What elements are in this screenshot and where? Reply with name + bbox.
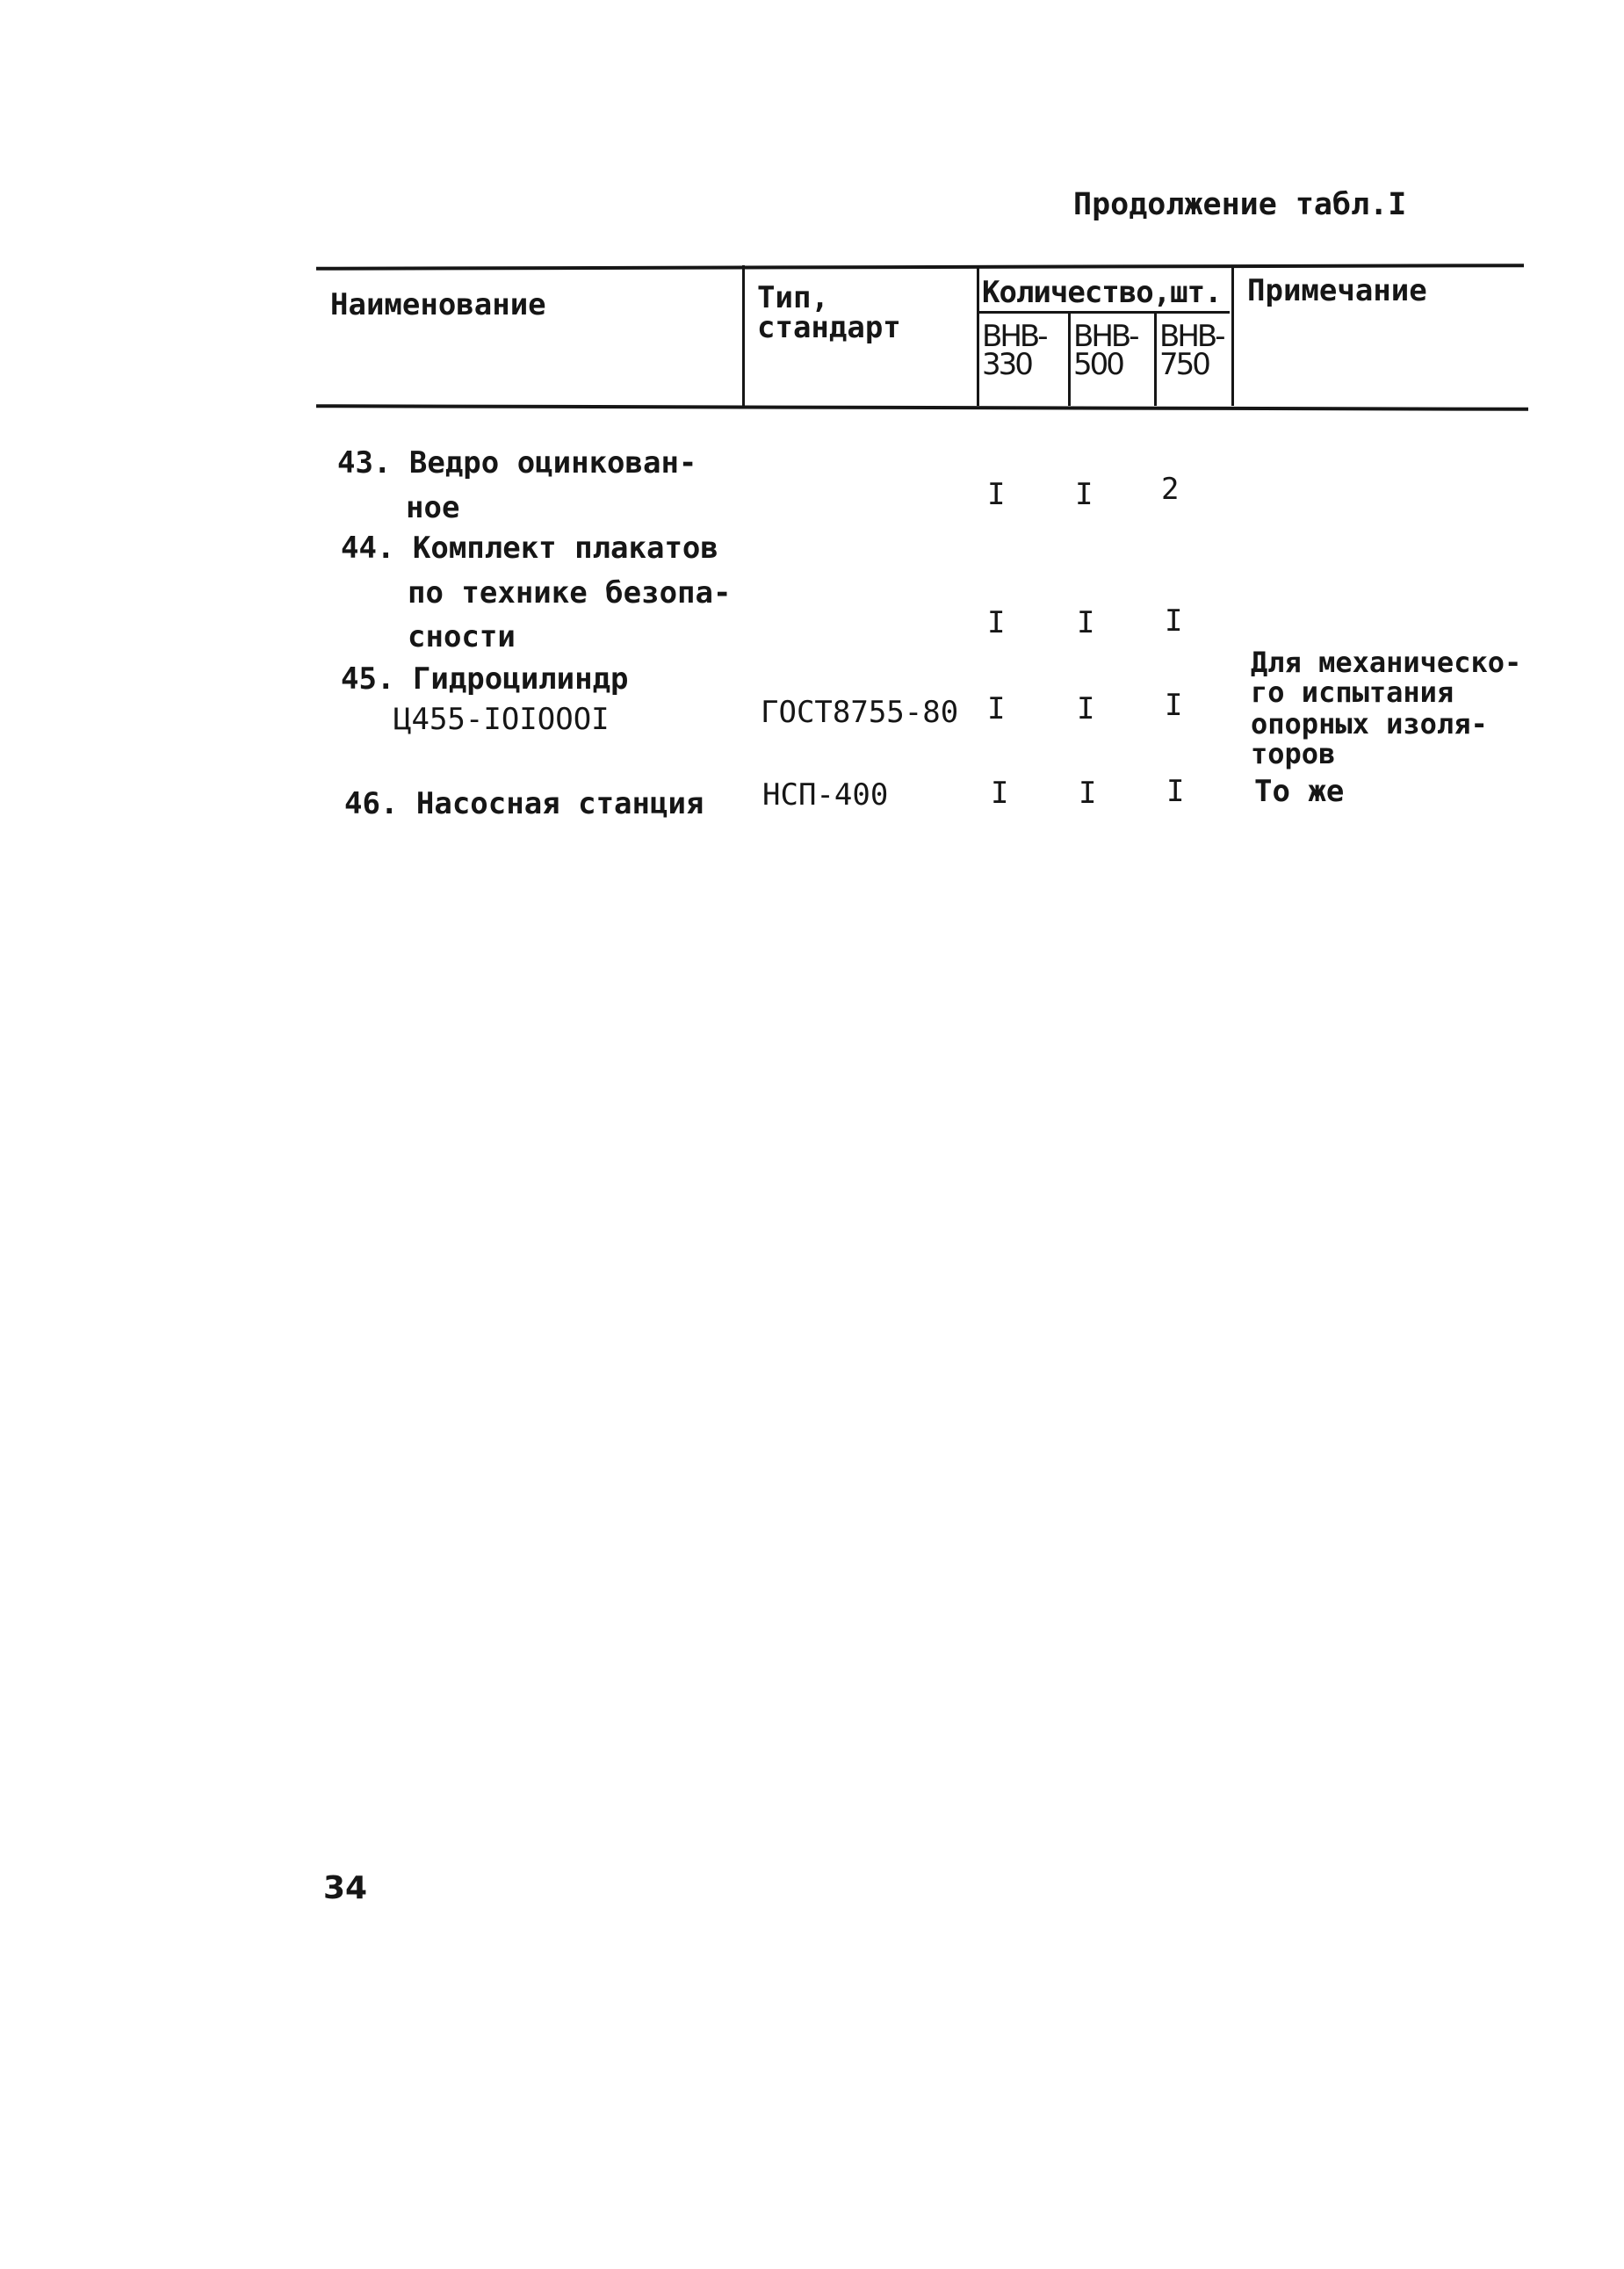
row-44-name-line3: сности — [408, 619, 516, 654]
continuation-caption: Продолжение табл.I — [1073, 187, 1407, 222]
header-type-line2: стандарт — [757, 310, 901, 345]
row-44-qty-330: I — [987, 605, 1006, 640]
column-divider-model-500 — [1068, 314, 1071, 406]
row-46-type: НСП-400 — [762, 777, 889, 813]
header-note: Примечание — [1247, 273, 1427, 308]
header-quantity: Количество,шт. — [982, 275, 1222, 310]
row-44-name-line2: по технике безопа- — [408, 575, 732, 611]
header-model-330-line1: ВНВ- — [982, 319, 1046, 354]
row-46-qty-500: I — [1079, 776, 1097, 811]
row-45-note-line4: торов — [1251, 737, 1336, 770]
header-model-750-line1: ВНВ- — [1159, 319, 1223, 354]
row-45-type: ГОСТ8755-80 — [761, 695, 959, 730]
header-model-500-line2: 500 — [1073, 347, 1122, 382]
header-name: Наименование — [330, 287, 546, 322]
row-45-note-line3: опорных изоля- — [1251, 707, 1488, 741]
row-45-qty-500: I — [1077, 691, 1095, 726]
row-46-note-line1: То же — [1254, 774, 1345, 809]
header-type-line1: Тип, — [757, 280, 829, 315]
table-top-rule — [316, 264, 1524, 271]
column-divider-note — [1231, 265, 1234, 406]
qty-header-underline — [978, 311, 1230, 314]
row-44-name-line1: 44. Комплект плакатов — [341, 531, 718, 566]
page-number: 34 — [323, 1870, 368, 1906]
row-45-qty-330: I — [987, 691, 1006, 726]
row-45-note-line2: го испытания — [1251, 676, 1454, 709]
row-43-qty-750: 2 — [1161, 472, 1180, 507]
row-44-qty-750: I — [1165, 603, 1183, 639]
table-header-bottom-rule — [316, 404, 1528, 411]
row-43-qty-500: I — [1075, 477, 1093, 512]
row-46-qty-330: I — [991, 776, 1009, 811]
row-45-qty-750: I — [1165, 688, 1183, 723]
row-44-qty-500: I — [1077, 605, 1095, 640]
row-45-note-line1: Для механическо- — [1251, 646, 1522, 679]
row-45-name-line2: Ц455-IOIOOOI — [393, 702, 610, 737]
header-model-750-line2: 750 — [1159, 347, 1209, 382]
column-divider-qty — [977, 265, 979, 406]
column-divider-model-750 — [1154, 314, 1157, 406]
header-model-330-line2: 330 — [982, 347, 1031, 382]
row-43-qty-330: I — [987, 477, 1006, 512]
row-46-name-line1: 46. Насосная станция — [344, 786, 704, 821]
row-46-qty-750: I — [1166, 774, 1185, 809]
column-divider-type — [742, 265, 745, 406]
header-model-500-line1: ВНВ- — [1073, 319, 1137, 354]
row-43-name-line1: 43. Ведро оцинкован- — [337, 445, 697, 481]
row-45-name-line1: 45. Гидроцилиндр — [341, 661, 629, 697]
row-43-name-line2: ное — [406, 490, 460, 525]
